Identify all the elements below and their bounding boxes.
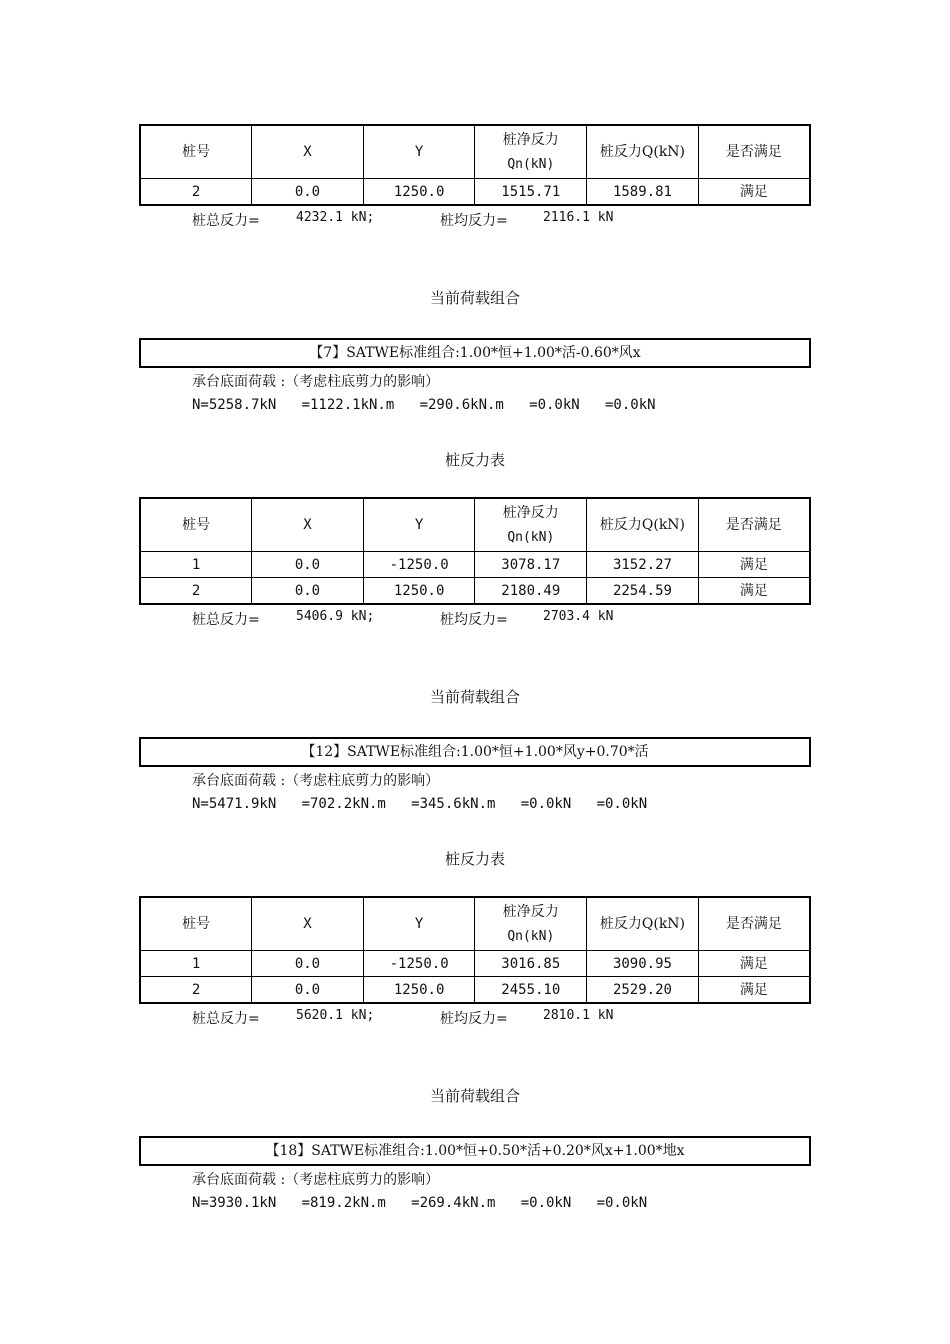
total-reaction-label: 桩总反力= xyxy=(192,213,260,229)
header-y: Y xyxy=(363,498,475,552)
avg-reaction-value: 2116.1 kN xyxy=(543,210,614,225)
cell-q: 3090.95 xyxy=(587,951,699,977)
cell-pile-no: 1 xyxy=(140,552,252,578)
load-combination-box-2: 【12】SATWE标准组合:1.00*恒+1.00*风y+0.70*活 xyxy=(139,737,811,767)
cell-pile-no: 2 xyxy=(140,578,252,605)
cap-load-values-1: N=5258.7kN =1122.1kN.m =290.6kN.m =0.0kN =0.0kN xyxy=(192,397,656,413)
load-combination-heading-3: 当前荷载组合 xyxy=(429,1087,520,1105)
cap-load-title-2: 承台底面荷载 :（考虑柱底剪力的影响） xyxy=(192,773,440,789)
avg-reaction-label: 桩均反力= xyxy=(440,612,508,628)
cell-qn: 2180.49 xyxy=(475,578,587,605)
cell-x: 0.0 xyxy=(252,552,364,578)
cell-ok: 满足 xyxy=(698,179,810,206)
header-satisfied: 是否满足 xyxy=(698,897,810,951)
header-net-reaction-line2: Qn(kN) xyxy=(507,156,555,172)
cell-pile-no: 1 xyxy=(140,951,252,977)
header-net-reaction-line1: 桩净反力 xyxy=(502,131,559,148)
header-reaction: 桩反力Q(kN) xyxy=(587,125,699,179)
load-combination-box-3: 【18】SATWE标准组合:1.00*恒+0.50*活+0.20*风x+1.00*地x xyxy=(139,1136,811,1166)
cell-q: 2254.59 xyxy=(587,578,699,605)
table-row xyxy=(140,179,810,206)
cell-x: 0.0 xyxy=(252,977,364,1004)
header-satisfied: 是否满足 xyxy=(698,498,810,552)
table-row xyxy=(140,578,810,605)
pile-reaction-table-1 xyxy=(139,497,811,605)
header-x: X xyxy=(252,125,364,179)
cell-q: 1589.81 xyxy=(587,179,699,206)
header-net-reaction-line2: Qn(kN) xyxy=(507,928,555,944)
cell-ok: 满足 xyxy=(698,578,810,605)
header-pile-no: 桩号 xyxy=(140,498,252,552)
total-reaction-value: 5620.1 kN; xyxy=(296,1008,375,1023)
reaction-summary-0 xyxy=(0,210,950,230)
header-reaction: 桩反力Q(kN) xyxy=(587,897,699,951)
reaction-summary-2 xyxy=(0,1008,950,1028)
table-header-row xyxy=(140,125,810,179)
pile-reaction-table-2 xyxy=(139,896,811,1004)
cell-qn: 1515.71 xyxy=(475,179,587,206)
cell-x: 0.0 xyxy=(252,179,364,206)
cell-qn: 3016.85 xyxy=(475,951,587,977)
header-x: X xyxy=(252,897,364,951)
cell-y: -1250.0 xyxy=(363,951,475,977)
total-reaction-value: 4232.1 kN; xyxy=(296,210,375,225)
cell-y: 1250.0 xyxy=(363,977,475,1004)
cell-qn: 2455.10 xyxy=(475,977,587,1004)
cap-load-values-3: N=3930.1kN =819.2kN.m =269.4kN.m =0.0kN =0.0kN xyxy=(192,1195,648,1211)
header-y: Y xyxy=(363,125,475,179)
header-net-reaction xyxy=(475,897,587,951)
table-row xyxy=(140,977,810,1004)
header-net-reaction-line1: 桩净反力 xyxy=(502,504,559,521)
cell-y: 1250.0 xyxy=(363,578,475,605)
header-pile-no: 桩号 xyxy=(140,897,252,951)
total-reaction-label: 桩总反力= xyxy=(192,1011,260,1027)
cell-pile-no: 2 xyxy=(140,977,252,1004)
cell-y: 1250.0 xyxy=(363,179,475,206)
cap-load-title-3: 承台底面荷载 :（考虑柱底剪力的影响） xyxy=(192,1172,440,1188)
cell-qn: 3078.17 xyxy=(475,552,587,578)
cap-load-title-1: 承台底面荷载 :（考虑柱底剪力的影响） xyxy=(192,374,440,390)
header-satisfied: 是否满足 xyxy=(698,125,810,179)
cell-y: -1250.0 xyxy=(363,552,475,578)
cell-ok: 满足 xyxy=(698,977,810,1004)
header-net-reaction-line1: 桩净反力 xyxy=(502,903,559,920)
cell-ok: 满足 xyxy=(698,951,810,977)
cap-load-values-2: N=5471.9kN =702.2kN.m =345.6kN.m =0.0kN =0.0kN xyxy=(192,796,648,812)
avg-reaction-value: 2703.4 kN xyxy=(543,609,614,624)
cell-pile-no: 2 xyxy=(140,179,252,206)
table-row xyxy=(140,951,810,977)
total-reaction-label: 桩总反力= xyxy=(192,612,260,628)
load-combination-box-1: 【7】SATWE标准组合:1.00*恒+1.00*活-0.60*风x xyxy=(139,338,811,368)
avg-reaction-label: 桩均反力= xyxy=(440,1011,508,1027)
header-net-reaction-line2: Qn(kN) xyxy=(507,529,555,545)
cell-q: 3152.27 xyxy=(587,552,699,578)
table-header-row xyxy=(140,897,810,951)
header-x: X xyxy=(252,498,364,552)
header-reaction: 桩反力Q(kN) xyxy=(587,498,699,552)
cell-x: 0.0 xyxy=(252,578,364,605)
table-row xyxy=(140,552,810,578)
header-pile-no: 桩号 xyxy=(140,125,252,179)
cell-x: 0.0 xyxy=(252,951,364,977)
header-net-reaction xyxy=(475,125,587,179)
table-header-row xyxy=(140,498,810,552)
pile-reaction-table-title-1: 桩反力表 xyxy=(444,451,505,469)
load-combination-heading-2: 当前荷载组合 xyxy=(429,688,520,706)
pile-reaction-table-title-2: 桩反力表 xyxy=(444,850,505,868)
cell-q: 2529.20 xyxy=(587,977,699,1004)
pile-reaction-table-0 xyxy=(139,124,811,206)
total-reaction-value: 5406.9 kN; xyxy=(296,609,375,624)
cell-ok: 满足 xyxy=(698,552,810,578)
load-combination-heading-1: 当前荷载组合 xyxy=(429,289,520,307)
reaction-summary-1 xyxy=(0,609,950,629)
header-net-reaction xyxy=(475,498,587,552)
avg-reaction-label: 桩均反力= xyxy=(440,213,508,229)
avg-reaction-value: 2810.1 kN xyxy=(543,1008,614,1023)
header-y: Y xyxy=(363,897,475,951)
